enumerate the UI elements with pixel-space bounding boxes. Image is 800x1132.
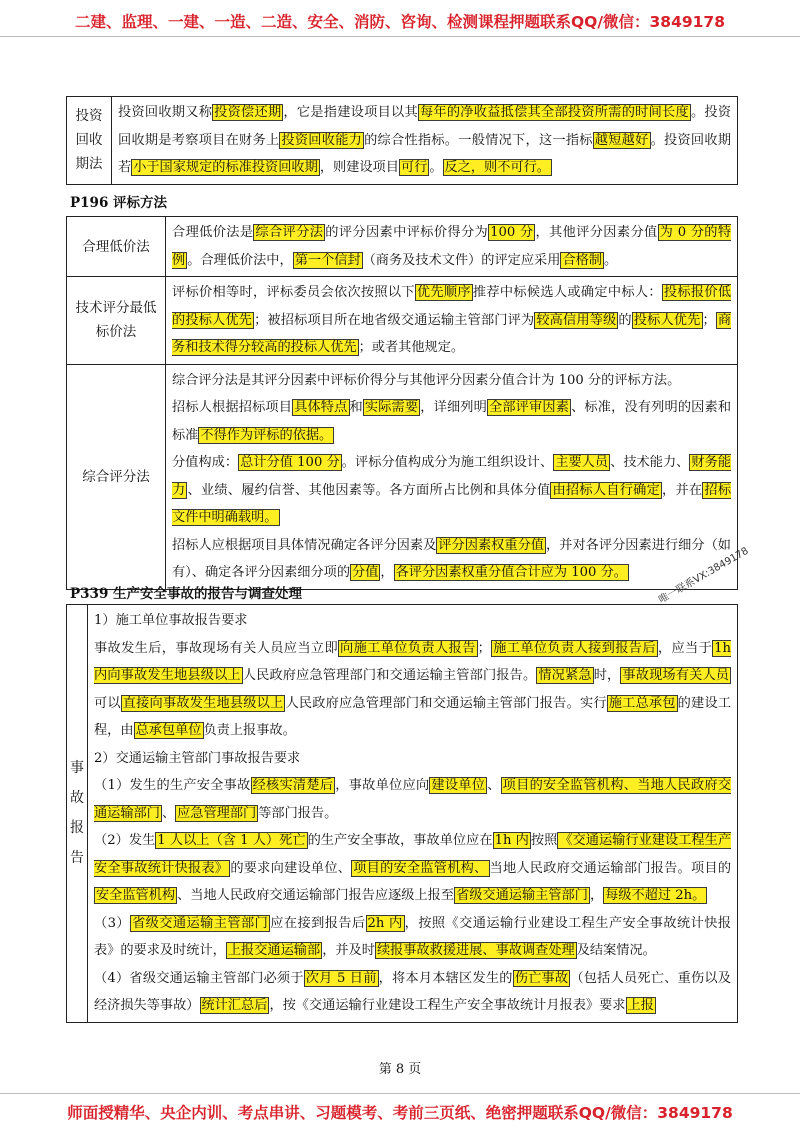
body-text: ，按《交通运输行业建设工程生产安全事故统计月报表》要求 <box>269 998 626 1013</box>
body-text: 的生产安全事故，事故单位应在 <box>307 833 493 848</box>
body-text: 的 <box>618 312 632 328</box>
body-text: 、当地人民政府交通运输部门报告应逐级上报至 <box>177 888 455 903</box>
body-text: 招标人应根据项目具体情况确定各评分因素及 <box>172 537 437 553</box>
body-text: 负责上报事故。 <box>203 723 296 738</box>
highlight-text: 由招标人自行确定 <box>552 482 661 498</box>
highlight-text: 上报 <box>627 998 654 1013</box>
body-text: 、标准，没有列明的因素和标准 <box>172 400 732 443</box>
body-text: ，则建设项目 <box>319 160 399 175</box>
paragraph <box>94 745 731 773</box>
highlight-text: 综合评分法 <box>255 225 324 240</box>
paragraph <box>94 827 731 910</box>
body-text: ，事故单位应向 <box>335 778 430 793</box>
contact-watermark: 唯一联系VX:3849178 <box>657 545 751 606</box>
highlight-text: 上报交通运输部 <box>227 943 321 958</box>
bid-methods-table <box>66 216 738 590</box>
body-text: 及结案情况。 <box>576 943 656 958</box>
body-text: 和 <box>349 400 363 415</box>
highlight-text: 1h 内向事故发生地县级以上 <box>94 640 732 683</box>
bid-method-body <box>166 217 738 277</box>
highlight-text: 直接向事故发生地县级以上 <box>122 695 284 711</box>
highlight-text: 优先顺序 <box>416 285 471 300</box>
accident-body <box>88 605 738 1023</box>
highlight-text: 1h 内 <box>494 833 529 848</box>
body-text: 人民政府应急管理部门和交通运输主管部门报告。实行 <box>285 695 607 711</box>
accident-table <box>66 604 738 1023</box>
highlight-text: 商务和技术得分较高的投标人优先 <box>172 312 732 355</box>
accident-label: 事故报告 <box>70 760 84 867</box>
body-text: 。 <box>429 160 443 175</box>
paragraph <box>94 910 731 965</box>
body-text: ，将本月本辖区发生的 <box>378 970 513 986</box>
highlight-text: 2h 内 <box>367 915 403 931</box>
paragraph <box>172 367 731 395</box>
body-text: 时， <box>593 668 621 683</box>
body-text: ， <box>589 888 604 903</box>
bid-method-label: 合理低价法 <box>67 217 166 277</box>
highlight-text: 较高信用等级 <box>536 312 617 328</box>
highlight-text: 安全监管机构 <box>96 888 176 903</box>
bid-method-label: 技术评分最低标价法 <box>67 277 166 365</box>
highlight-text: 向施工单位负责人报告 <box>340 640 476 656</box>
body-text: 。投资回收期是考察项目在财务上 <box>118 105 732 148</box>
page-number: 第 8 页 <box>378 1062 422 1077</box>
paragraph <box>172 394 731 449</box>
highlight-text: 总计分值 100 分 <box>240 455 340 470</box>
payback-label: 投资回收期法 <box>67 97 112 185</box>
bid-method-body <box>166 277 738 365</box>
highlight-text: 投资回收能力 <box>281 132 363 148</box>
paragraph <box>172 279 731 362</box>
highlight-text: 分值 <box>352 565 379 580</box>
highlight-text: 次月 5 日前 <box>305 970 377 986</box>
body-text: （3） <box>94 915 131 931</box>
body-text: ； <box>702 312 716 328</box>
highlight-text: 投资偿还期 <box>214 105 282 120</box>
body-text: 评标价相等时，评标委员会依次按照以下 <box>172 285 415 300</box>
paragraph <box>94 635 731 745</box>
body-text: ， <box>380 565 394 580</box>
highlight-text: 投标人优先 <box>633 312 701 328</box>
highlight-text: 合格制 <box>562 252 602 268</box>
highlight-text: 评分因素权重分值 <box>438 537 545 553</box>
body-text: 。投资回收期若 <box>118 132 732 175</box>
highlight-text: 100 分 <box>490 225 534 240</box>
highlight-text: 续报事故救援进展、事故调查处理 <box>376 943 575 958</box>
bid-method-row <box>67 277 738 365</box>
highlight-text: 总承包单位 <box>135 723 202 738</box>
body-text: 分值构成： <box>172 455 239 470</box>
highlight-text: 施工总承包 <box>608 695 676 711</box>
body-text: 的评分因素中评标价得分为 <box>325 225 489 240</box>
body-text: 事故发生后，事故现场有关人员应当立即 <box>94 640 339 656</box>
highlight-text: 全部评审因素 <box>488 400 570 415</box>
highlight-text: 省级交通运输主管部门 <box>132 915 269 931</box>
body-text: 、 <box>487 778 501 793</box>
highlight-text: 每年的净收益抵偿其全部投资所需的时间长度 <box>419 105 689 120</box>
highlight-text: 建设单位 <box>431 778 486 793</box>
highlight-text: 1 人以上（含 1 人）死亡 <box>157 833 306 848</box>
body-text: ；或者其他规定。 <box>358 340 465 355</box>
accident-label-cell <box>67 605 88 1023</box>
body-text: ，按照《交通运输行业建设工程生产安全事故统计快报表》的要求及时统计， <box>94 915 732 958</box>
body-text: 合理低价法是 <box>172 225 254 240</box>
highlight-text: 反之，则不可行。 <box>444 160 550 175</box>
body-text: 综合评分法是其评分因素中评标价得分与其他评分因素分值合计为 100 分的评标方法。 <box>172 372 681 388</box>
body-text: 按照 <box>530 833 558 848</box>
bid-method-row <box>67 217 738 277</box>
highlight-text: 具体特点 <box>294 400 348 415</box>
top-banner: 二建、监理、一建、一造、二造、安全、消防、咨询、检测课程押题联系QQ/微信：3849178 <box>74 13 725 31</box>
body-text: 的综合性指标。一般情况下，这一指标 <box>364 132 593 148</box>
highlight-text: 省级交通运输主管部门 <box>456 888 588 903</box>
body-text: 招标人根据招标项目 <box>172 400 293 415</box>
paragraph <box>172 532 731 587</box>
bid-method-label: 综合评分法 <box>67 364 166 589</box>
paragraph <box>172 219 731 274</box>
highlight-text: 财务能力 <box>172 455 732 498</box>
highlight-text: 不得作为评标的依据。 <box>200 427 333 443</box>
body-text: ，其他评分因素分值 <box>535 225 658 240</box>
body-text: ，并在 <box>662 482 703 498</box>
body-text: 、技术能力、 <box>610 455 690 470</box>
highlight-text: 投标报价低的投标人优先 <box>172 285 732 328</box>
section-title-accident-report: P339 生产安全事故的报告与调查处理 <box>70 586 303 602</box>
highlight-text: 情况紧急 <box>538 668 592 683</box>
body-text: 当地人民政府交通运输部门报告。项目的 <box>489 860 732 876</box>
paragraph <box>94 772 731 827</box>
highlight-text: 主要人员 <box>555 455 609 470</box>
highlight-text: 越短越好 <box>594 132 649 148</box>
body-text: （4）省级交通运输主管部门必须于 <box>94 970 304 986</box>
paragraph <box>94 965 731 1020</box>
highlight-text: 各评分因素权重分值合计应为 100 分。 <box>395 565 627 580</box>
payback-body <box>112 97 738 185</box>
body-text: 2）交通运输主管部门事故报告要求 <box>94 750 301 766</box>
highlight-text: 每级不超过 2h。 <box>605 888 706 903</box>
body-text: ，详细列明 <box>420 400 487 415</box>
body-text: ，并对各评分因素进行细分（如有）、确定各评分因素细分项的 <box>172 537 731 580</box>
body-text: ，应当于 <box>657 640 713 656</box>
bid-method-row <box>67 364 738 589</box>
highlight-text: 统计汇总后 <box>201 998 268 1013</box>
body-text: 。合理低价法中， <box>187 252 293 268</box>
body-text: 人民政府应急管理部门和交通运输主管部门报告。 <box>242 668 537 683</box>
body-text: 。 <box>604 252 618 268</box>
body-text: 的建设工程，由 <box>94 695 732 738</box>
highlight-text: 小于国家规定的标准投资回收期 <box>133 160 318 175</box>
paragraph <box>172 449 731 532</box>
section-title-bid-methods: P196 评标方法 <box>70 195 168 211</box>
bottom-divider <box>0 1093 800 1094</box>
bid-method-body <box>166 364 738 589</box>
highlight-text: 项目的安全监管机构、 <box>353 860 488 876</box>
highlight-text: 项目的安全监管机构、当地人民政府交通运输部门 <box>94 778 732 821</box>
highlight-text: 《交通运输行业建设工程生产安全事故统计快报表》 <box>94 833 732 876</box>
body-text: （1）发生的生产安全事故 <box>94 778 251 793</box>
highlight-text: 事故现场有关人员 <box>622 668 729 683</box>
body-text: 。评标分值构成分为施工组织设计、 <box>341 455 554 470</box>
highlight-text: 为 0 分的特例 <box>172 225 732 268</box>
highlight-text: 伤亡事故 <box>514 970 569 986</box>
highlight-text: 施工单位负责人接到报告后 <box>492 640 656 656</box>
body-text: 的要求向建设单位、 <box>230 860 352 876</box>
payback-table <box>66 96 738 185</box>
body-text: 、业绩、履约信誉、其他因素等。各方面所占比例和具体分值 <box>187 482 551 498</box>
body-text: （包括人员死亡、重伤以及经济损失等事故） <box>94 970 732 1013</box>
top-divider <box>0 36 800 37</box>
body-text: 推荐中标候选人或确定中标人： <box>472 285 662 300</box>
body-text: 、 <box>161 805 176 821</box>
body-text: 1）施工单位事故报告要求 <box>94 613 248 628</box>
body-text: （2）发生 <box>94 833 156 848</box>
highlight-text: 实际需要 <box>364 400 419 415</box>
body-text: ；被招标项目所在地省级交通运输主管部门评为 <box>254 312 535 328</box>
body-text: 投资回收期又称 <box>118 105 213 120</box>
highlight-text: 可行 <box>400 160 428 175</box>
body-text: ，它是指建设项目以其 <box>283 105 418 120</box>
highlight-text: 应急管理部门 <box>177 805 257 821</box>
highlight-text: 第一个信封 <box>294 252 361 268</box>
highlight-text: 经核实清楚后 <box>252 778 334 793</box>
body-text: （商务及技术文件）的评定应采用 <box>362 252 561 268</box>
body-text: 应在接到报告后 <box>270 915 366 931</box>
body-text: 可以 <box>94 695 121 711</box>
body-text: 等部门报告。 <box>258 805 338 821</box>
paragraph <box>94 607 731 635</box>
bottom-banner: 师面授精华、央企内训、考点串讲、习题模考、考前三页纸、绝密押题联系QQ/微信：3849178 <box>67 1104 733 1122</box>
body-text: ，并及时 <box>322 943 375 958</box>
body-text: ； <box>477 640 491 656</box>
highlight-text: 招标文件中明确载明。 <box>172 482 732 525</box>
